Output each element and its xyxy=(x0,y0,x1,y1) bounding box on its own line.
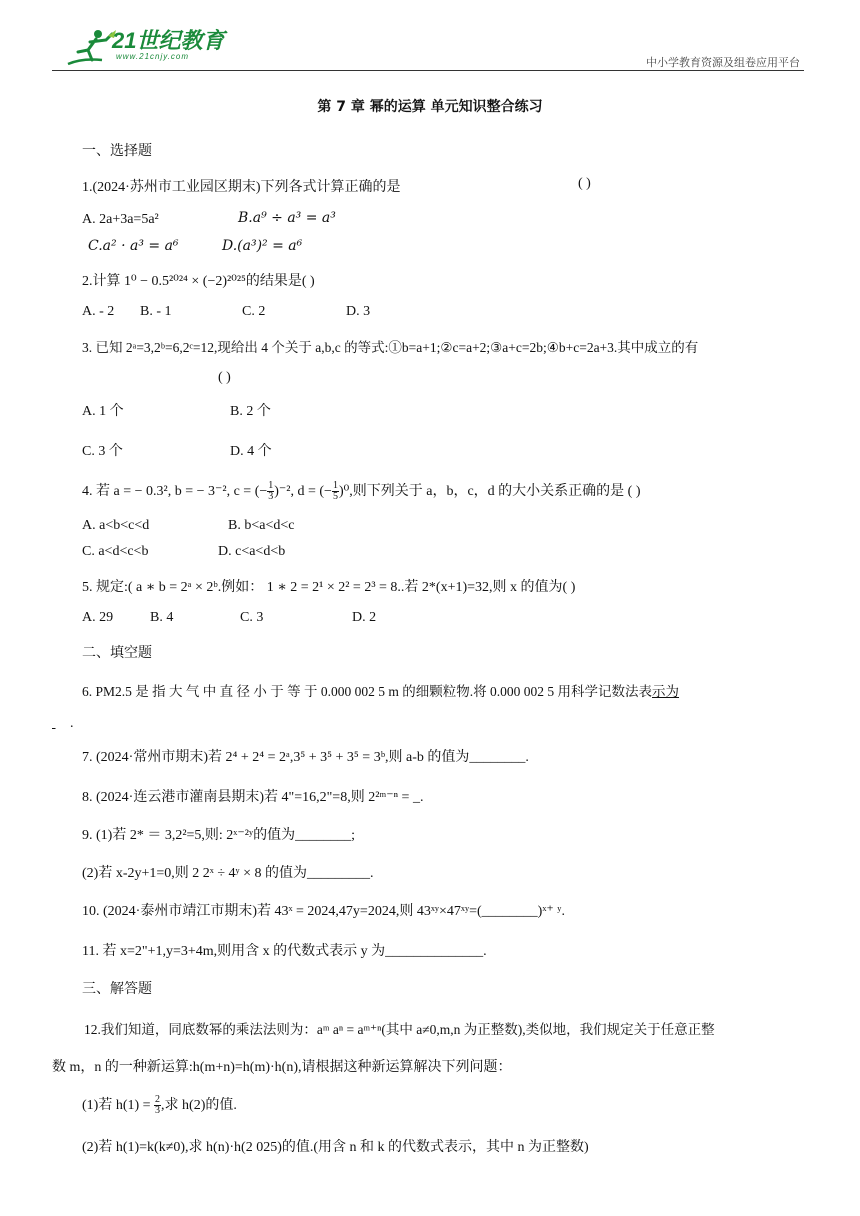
platform-label: 中小学教育资源及组卷应用平台 xyxy=(646,56,800,69)
logo-url: www.21cnjy.com xyxy=(116,52,189,61)
fraction-one-fifth: $\frac{1}{5}$ xyxy=(332,480,338,503)
q12-line1: 12.我们知道，同底数幂的乘法法则为：aᵐ aⁿ = aᵐ⁺ⁿ(其中 a≠0,m,n 为正整数),类似地，我们规定关于任意正整 xyxy=(84,1022,715,1037)
q2-option-c: C. 2 xyxy=(242,304,266,319)
q12-part2: (2)若 h(1)=k(k≠0),求 h(n)·h(2 025)的值.(用含 n 和 k 的代数式表示，其中 n 为正整数) xyxy=(82,1140,589,1155)
q7: 7. (2024·常州市期末)若 2⁴ + 2⁴ = 2ᵃ,3⁵ + 3⁵ + 3⁵ = 3ᵇ,则 a-b 的值为________. xyxy=(82,750,529,765)
q12-line2: 数 m，n 的一种新运算:h(m+n)=h(m)·h(n),请根据这种新运算解决下列问题： xyxy=(52,1060,512,1075)
q4-option-a: A. a<b<c<d xyxy=(82,518,150,533)
fraction-one-third: $\frac{1}{3}$ xyxy=(268,480,274,503)
q5-stem: 5. 规定:( a ∗ b = 2ᵃ × 2ᵇ.例如： 1 ∗ 2 = 2¹ × 2² = 2³ = 8..若 2*(x+1)=32,则 x 的值为( ) xyxy=(82,580,576,595)
q3-option-c: C. 3 个 xyxy=(82,444,123,459)
section-choice: 一、选择题 xyxy=(82,143,152,159)
q5-option-a: A. 29 xyxy=(82,610,114,625)
q2-option-b: B. - 1 xyxy=(140,304,172,319)
q3-paren: ( ) xyxy=(218,370,231,385)
q1-option-d: D.(a³)² = a⁶ xyxy=(222,238,303,254)
q5-option-d: D. 2 xyxy=(352,610,377,625)
section-fill: 二、填空题 xyxy=(82,645,152,661)
q3-option-a: A. 1 个 xyxy=(82,404,124,419)
q5-option-c: C. 3 xyxy=(240,610,264,625)
q1-paren: ( ) xyxy=(578,176,591,191)
q2-option-a: A. - 2 xyxy=(82,304,115,319)
page-title: 第 7 章 幂的运算 单元知识整合练习 xyxy=(317,99,543,115)
q2-option-d: D. 3 xyxy=(346,304,371,319)
q4-stem: 4. 若 a = − 0.3², b = − 3⁻², c = (− $\frac{1}{3}$ )⁻², d = (− $\frac{1}{5}$ )⁰,则下列关于 a，b，c，d 的大小关系正确的是 ( ) xyxy=(82,480,641,503)
q1-option-b: B.a⁹ ÷ a³ = a³ xyxy=(238,210,336,226)
q3-option-d: D. 4 个 xyxy=(230,444,272,459)
section-answer: 三、解答题 xyxy=(82,981,152,997)
logo-text: 21世纪教育 xyxy=(112,28,225,53)
q3-option-b: B. 2 个 xyxy=(230,404,271,419)
page-header xyxy=(52,24,804,71)
q5-option-b: B. 4 xyxy=(150,610,174,625)
q9-part1: 9. (1)若 2* ＝ 3,2²=5,则: 2ˣ⁻²ʸ的值为________; xyxy=(82,828,355,843)
q8: 8. (2024·连云港市灌南县期末)若 4"=16,2"=8,则 2²ᵐ⁻ⁿ = _. xyxy=(82,790,424,805)
q3-stem: 3. 已知 2ᵃ=3,2ᵇ=6,2ᶜ=12,现给出 4 个关于 a,b,c 的等式:①b=a+1;②c=a+2;③a+c=2b;④b+c=2a+3.其中成立的有 xyxy=(82,340,699,355)
q1-stem: 1.(2024·苏州市工业园区期末)下列各式计算正确的是 xyxy=(82,180,401,195)
q12-part1: (1)若 h(1) = $\frac{2}{3}$ ,求 h(2)的值. xyxy=(82,1094,237,1117)
q4-option-d: D. c<a<d<b xyxy=(218,544,286,559)
q2-stem: 2.计算 1⁰ − 0.5²⁰²⁴ × (−2)²⁰²⁵的结果是( ) xyxy=(82,274,315,289)
q4-option-b: B. b<a<d<c xyxy=(228,518,295,533)
q6-stem: 6. PM2.5 是 指 大 气 中 直 径 小 于 等 于 0.000 002 5 m 的细颗粒物.将 0.000 002 5 用科学记数法表示为 xyxy=(82,684,680,699)
q4-option-c: C. a<d<c<b xyxy=(82,544,149,559)
q9-part2: (2)若 x-2y+1=0,则 2 2ˣ ÷ 4ʸ × 8 的值为_________. xyxy=(82,866,374,881)
q11: 11. 若 x=2"+1,y=3+4m,则用含 x 的代数式表示 y 为______________. xyxy=(82,944,487,959)
q10: 10. (2024·泰州市靖江市期末)若 43ˣ = 2024,47y=2024,则 43ˣʸ×47ˣʸ=(________)ˣ⁺ ʸ. xyxy=(82,904,565,919)
q1-option-a: A. 2a+3a=5a² xyxy=(82,212,159,227)
q6-blank: . xyxy=(70,716,74,731)
q1-option-c: C.a² · a³ = a⁶ xyxy=(88,238,179,254)
fraction-two-thirds: $\frac{2}{3}$ xyxy=(155,1094,161,1117)
